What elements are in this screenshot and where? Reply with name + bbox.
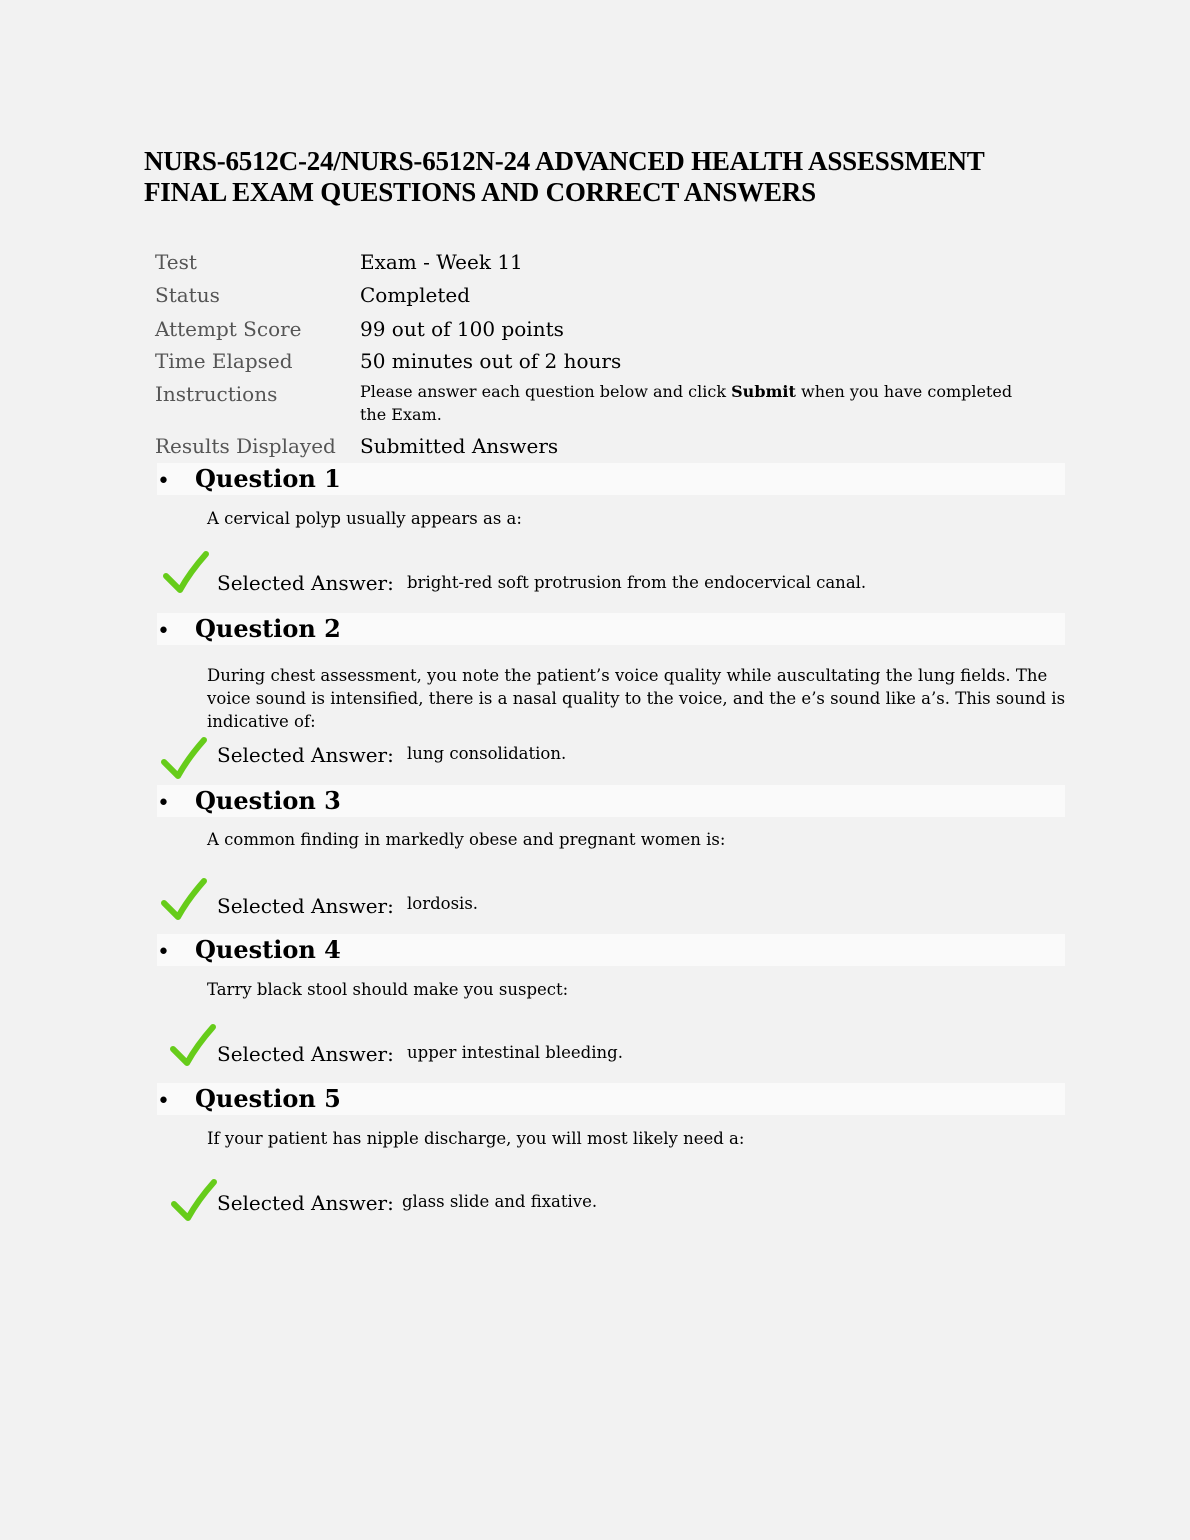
page-title — [144, 146, 1074, 208]
question-text: During chest assessment, you note the patient’s voice quality while auscultating the lung fields. The voice sound is intensified, there is a nasal quality to the voice, and the e’s sound like a’s. This sound is indicative of: — [207, 666, 1066, 731]
instructions-text-post: when you have completed the Exam. — [360, 382, 1013, 424]
selected-answer-value: lordosis. — [407, 894, 479, 913]
bullet: • — [157, 940, 170, 965]
time-label: Time Elapsed — [155, 349, 293, 373]
question-text: If your patient has nipple discharge, you will most likely need a: — [207, 1129, 745, 1148]
score-label: Attempt Score — [155, 317, 302, 341]
time-value: 50 minutes out of 2 hours — [360, 349, 622, 373]
check-icon — [168, 1178, 218, 1226]
question-header — [157, 613, 1065, 645]
status-label: Status — [155, 283, 220, 307]
question-title: Question 2 — [195, 614, 341, 643]
selected-answer-label: Selected Answer: — [217, 1042, 394, 1066]
title-line-2: FINAL EXAM QUESTIONS AND CORRECT ANSWERS — [144, 177, 816, 207]
instructions-text-pre: Please answer each question below and click — [360, 382, 732, 401]
submit-word: Submit — [731, 382, 796, 401]
question-text: Tarry black stool should make you suspect: — [207, 980, 569, 999]
bullet: • — [157, 619, 170, 644]
question-title: Question 1 — [195, 464, 341, 493]
test-value: Exam - Week 11 — [360, 250, 523, 274]
instructions-value — [360, 380, 1040, 426]
check-icon — [158, 877, 208, 925]
bullet: • — [157, 1089, 170, 1114]
check-icon — [160, 550, 210, 598]
selected-answer-value: bright-red soft protrusion from the endocervical canal. — [407, 573, 867, 592]
title-line-1: NURS-6512C-24/NURS-6512N-24 ADVANCED HEALTH ASSESSMENT — [144, 146, 985, 176]
question-text: A common finding in markedly obese and pregnant women is: — [207, 830, 726, 849]
question-header — [157, 934, 1065, 966]
question-header — [157, 785, 1065, 817]
question-title: Question 5 — [195, 1084, 341, 1113]
selected-answer-value: glass slide and fixative. — [402, 1192, 598, 1211]
selected-answer-label: Selected Answer: — [217, 743, 394, 767]
check-icon — [158, 736, 208, 784]
question-header — [157, 1083, 1065, 1115]
selected-answer-value: lung consolidation. — [407, 744, 567, 763]
status-value: Completed — [360, 283, 471, 307]
selected-answer-label: Selected Answer: — [217, 894, 394, 918]
question-header — [157, 463, 1065, 495]
test-label: Test — [155, 250, 197, 274]
selected-answer-label: Selected Answer: — [217, 571, 394, 595]
bullet: • — [157, 469, 170, 494]
score-value: 99 out of 100 points — [360, 317, 564, 341]
instructions-label: Instructions — [155, 382, 278, 406]
selected-answer-label: Selected Answer: — [217, 1191, 394, 1215]
selected-answer-value: upper intestinal bleeding. — [407, 1043, 623, 1062]
question-title: Question 4 — [195, 935, 341, 964]
question-text: A cervical polyp usually appears as a: — [207, 509, 522, 528]
results-label: Results Displayed — [155, 434, 336, 458]
bullet: • — [157, 791, 170, 816]
check-icon — [167, 1023, 217, 1071]
question-title: Question 3 — [195, 786, 341, 815]
results-value: Submitted Answers — [360, 434, 559, 458]
